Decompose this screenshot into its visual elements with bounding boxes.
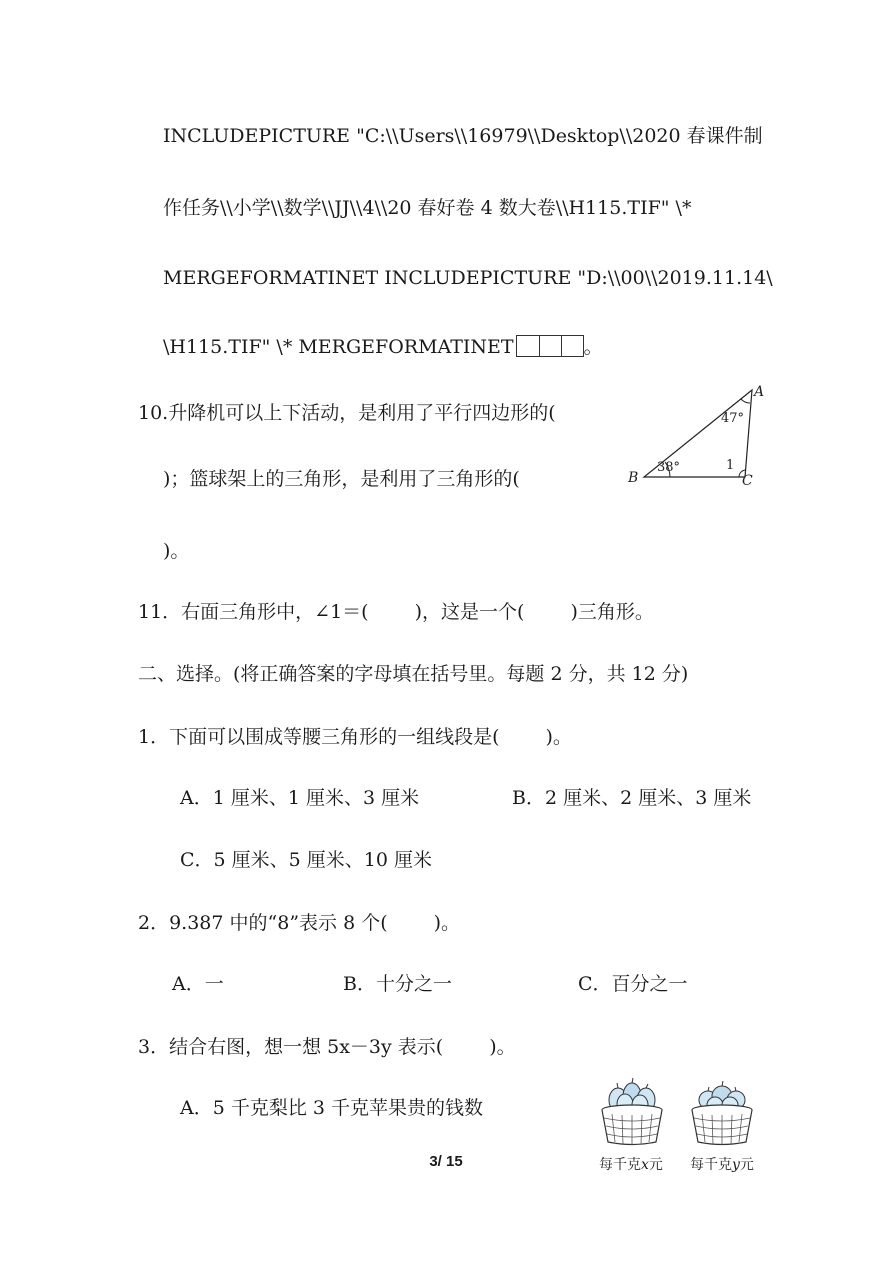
c2-stem (138, 911, 460, 935)
c2-option-b[interactable]: B．十分之一 (343, 973, 452, 995)
field-code-line-2: 作任务\\小学\\数学\\JJ\\4\\20 春好卷 4 数大卷\\H115.TIF" \* (163, 197, 692, 219)
angle-b-label: 38° (657, 460, 681, 475)
angle-1-label: 1 (726, 458, 735, 473)
c1-option-b[interactable]: B．2 厘米、2 厘米、3 厘米 (512, 787, 752, 809)
pear-basket-icon (598, 1076, 666, 1148)
q10-line-2: )；篮球架上的三角形，是利用了三角形的( (163, 468, 520, 490)
page-number: 3/ 15 (429, 1153, 463, 1170)
vertex-label-c: C (742, 473, 753, 489)
triangle-figure (620, 378, 770, 493)
c3-stem-end: )。 (489, 1036, 516, 1058)
q11-part-3: )三角形。 (570, 601, 654, 623)
c2-option-c[interactable]: C．百分之一 (578, 973, 688, 995)
c3-option-a[interactable]: A．5 千克梨比 3 千克苹果贵的钱数 (180, 1097, 484, 1119)
q10-line-1: 10.升降机可以上下活动，是利用了平行四边形的( (138, 402, 556, 424)
q11 (138, 600, 654, 624)
c2-stem-text: 2．9.387 中的“8”表示 8 个( (138, 912, 388, 934)
c1-option-a[interactable]: A．1 厘米、1 厘米、3 厘米 (180, 787, 420, 809)
q11-part-2: )，这是一个( (414, 601, 525, 623)
field-code-line-4-end: 。 (583, 336, 603, 358)
apple-basket-icon (688, 1076, 756, 1148)
c2-option-a[interactable]: A．一 (172, 973, 224, 995)
vertex-label-b: B (628, 470, 639, 486)
field-code-line-4-text: \H115.TIF" \* MERGEFORMATINET (163, 336, 514, 358)
apple-caption-post: 元 (739, 1157, 754, 1173)
c3-stem (138, 1035, 516, 1059)
q10-line-3: )。 (163, 540, 190, 562)
section-2-heading: 二、选择。(将正确答案的字母填在括号里。每题 2 分，共 12 分) (138, 663, 689, 685)
c1-option-c[interactable]: C．5 厘米、5 厘米、10 厘米 (180, 849, 433, 871)
field-code-line-1: INCLUDEPICTURE "C:\\Users\\16979\\Desktop\\2020 春课件制 (163, 125, 763, 147)
apple-price-variable: y (732, 1157, 740, 1173)
vertex-label-a: A (754, 384, 765, 400)
angle-a-arc (741, 399, 750, 403)
field-code-line-3: MERGEFORMATINET INCLUDEPICTURE "D:\\00\\2019.11.14\ (163, 267, 773, 289)
field-code-line-4 (163, 335, 603, 359)
angle-a-label: 47° (721, 411, 745, 426)
c1-stem-end: )。 (545, 726, 572, 748)
c2-stem-end: )。 (433, 912, 461, 934)
pear-caption-post: 元 (648, 1157, 663, 1173)
c1-stem (138, 725, 572, 749)
pear-price-variable: x (641, 1157, 649, 1173)
answer-grid-boxes[interactable] (516, 335, 584, 357)
c3-stem-text: 3．结合右图，想一想 5x－3y 表示( (138, 1036, 444, 1058)
q11-part-1: 11．右面三角形中，∠1＝( (138, 601, 369, 623)
apple-caption-pre: 每千克 (690, 1157, 732, 1173)
c1-stem-text: 1．下面可以围成等腰三角形的一组线段是( (138, 726, 500, 748)
pear-caption-pre: 每千克 (599, 1157, 641, 1173)
